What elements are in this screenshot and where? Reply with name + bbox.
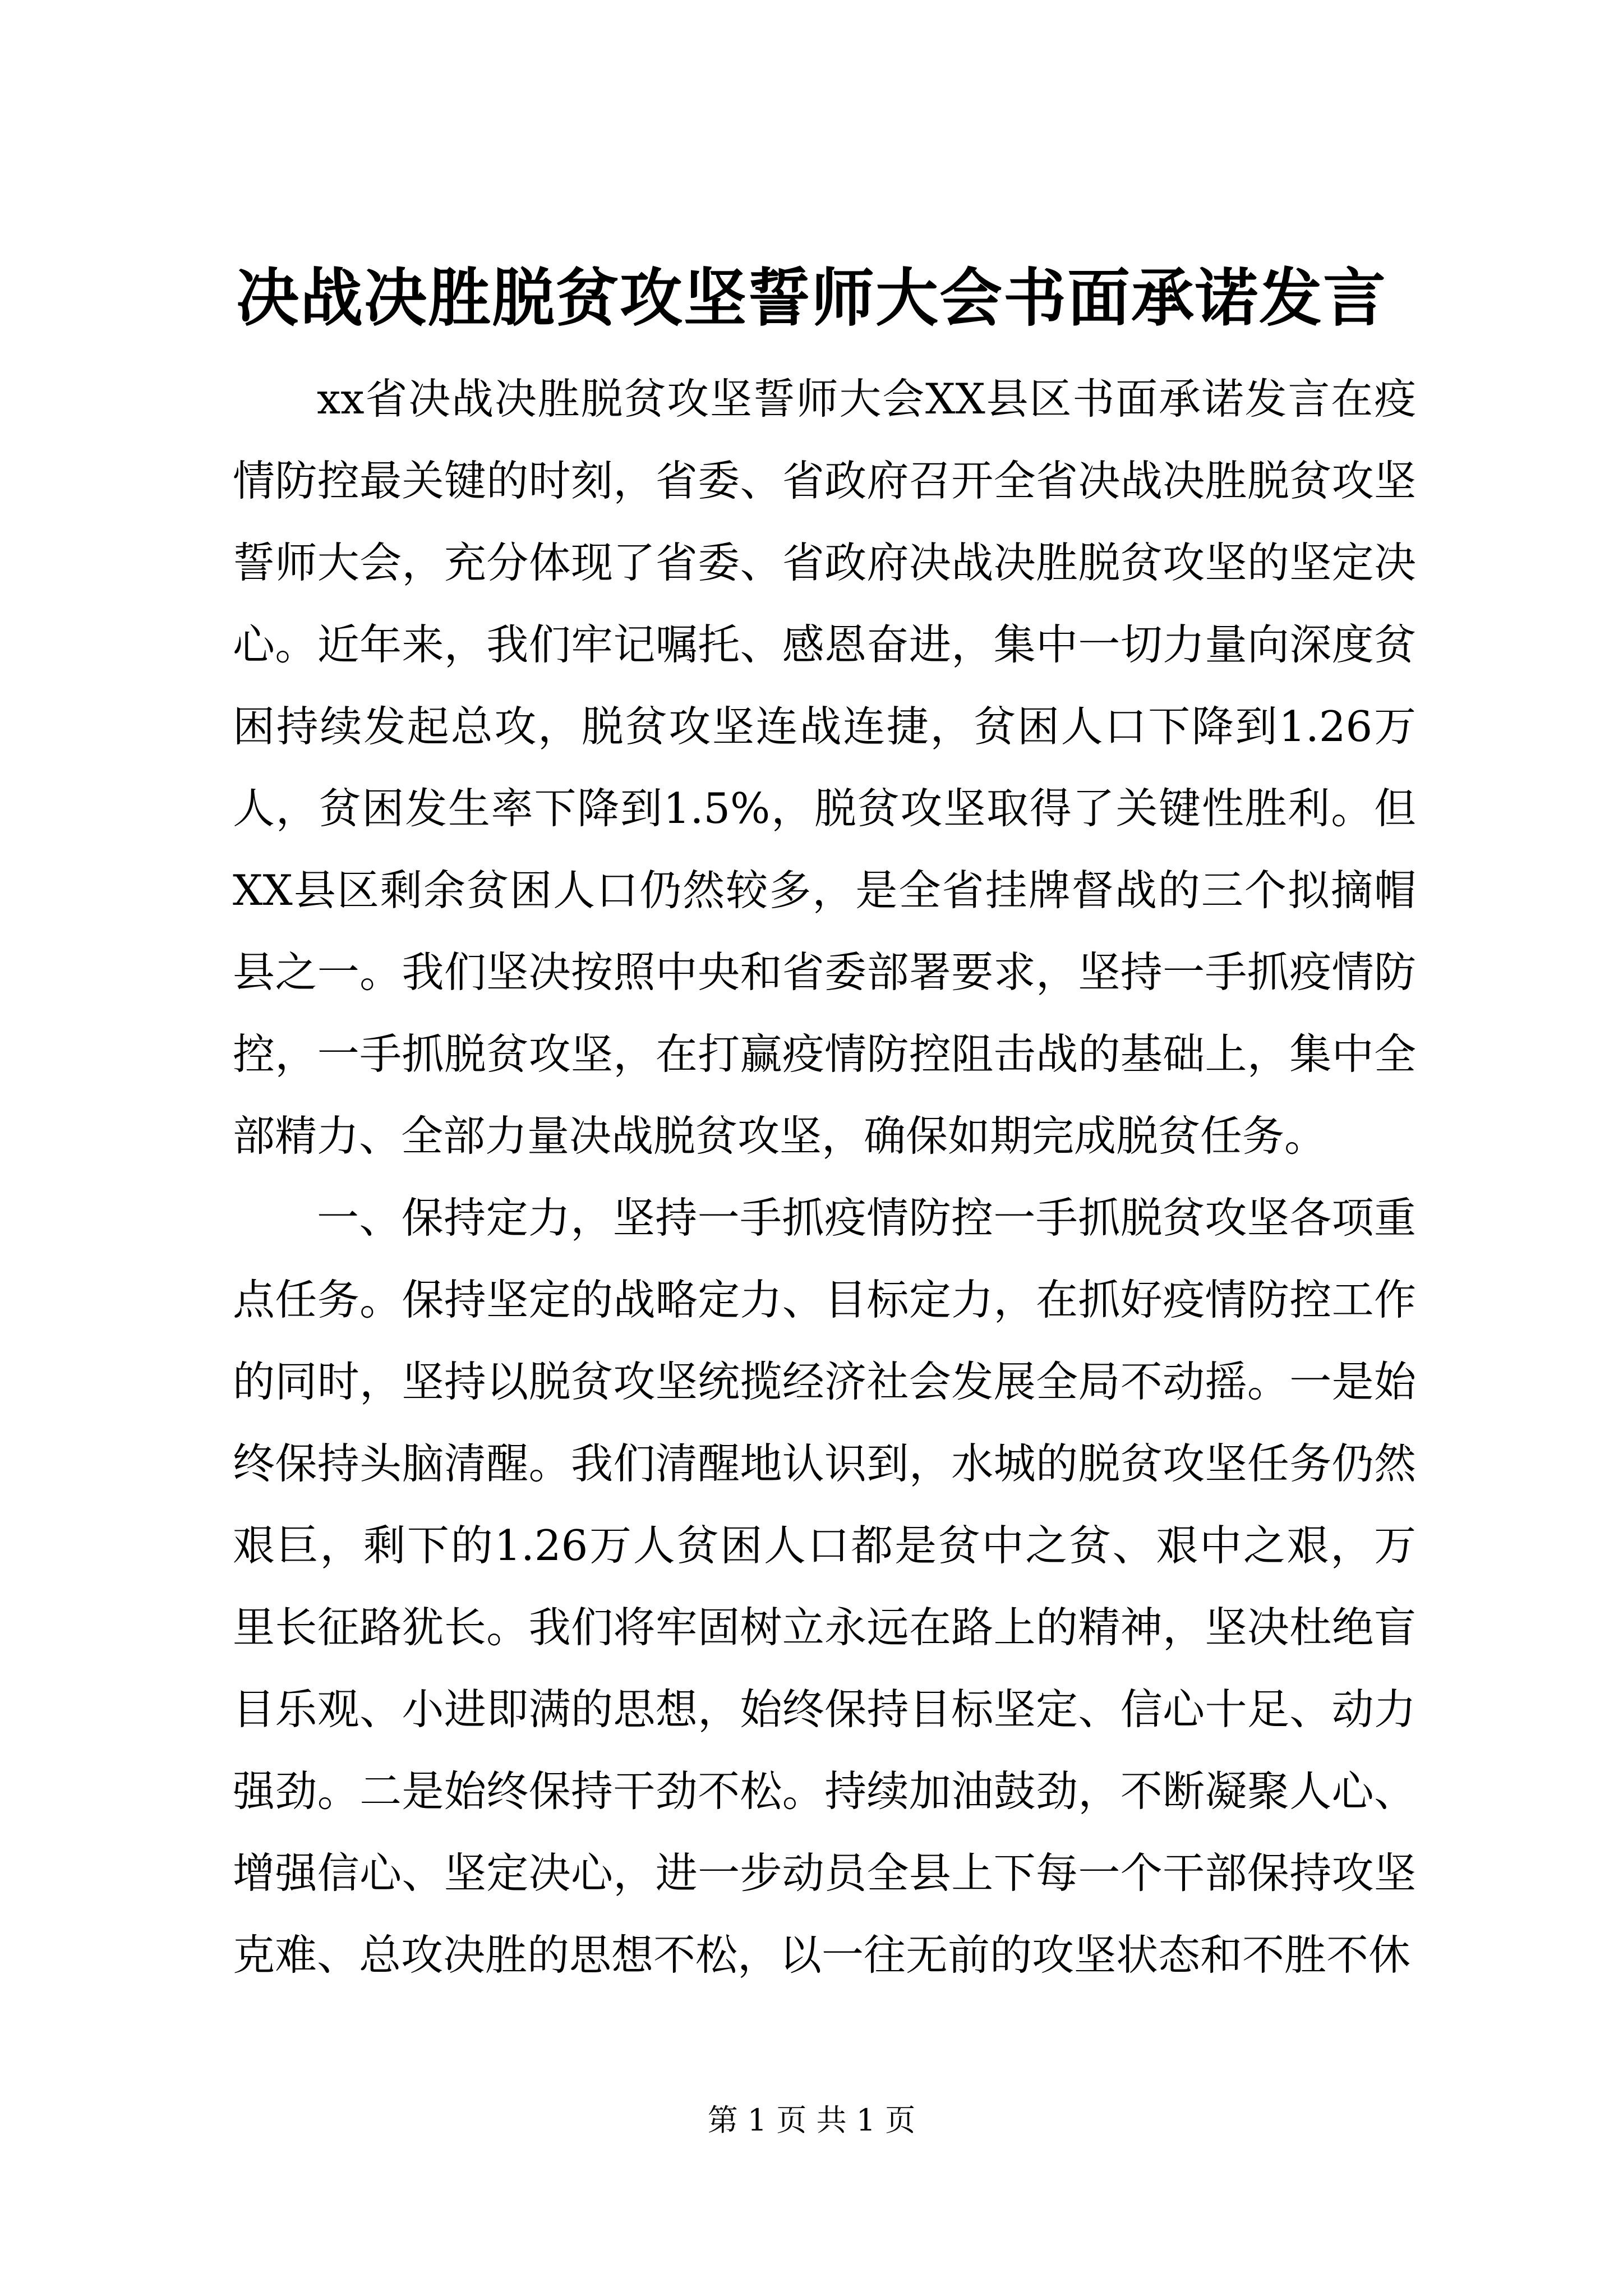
document-body: [233, 358, 1416, 1996]
document-title: 决战决胜脱贫攻坚誓师大会书面承诺发言: [236, 261, 1387, 335]
paragraph-section-one: 一、保持定力，坚持一手抓疫情防控一手抓脱贫攻坚各项重点任务。保持坚定的战略定力、目标定力，在抓好疫情防控工作的同时，坚持以脱贫攻坚统揽经济社会发展全局不动摇。一是始终保持头脑清醒。我们清醒地认识到，水城的脱贫攻坚任务仍然艰巨，剩下的1.26万人贫困人口都是贫中之贫、艰中之艰，万里长征路犹长。我们将牢固树立永远在路上的精神，坚决杜绝盲目乐观、小进即满的思想，始终保持目标坚定、信心十足、动力强劲。二是始终保持干劲不松。持续加油鼓劲，不断凝聚人心、增强信心、坚定决心，进一步动员全县上下每一个干部保持攻坚克难、总攻决胜的思想不松，以一往无前的攻坚状态和不胜不休: [233, 1193, 1416, 1980]
page-footer: 第 1 页 共 1 页: [707, 2102, 916, 2138]
paragraph-intro: xx省决战决胜脱贫攻坚誓师大会XX县区书面承诺发言在疫情防控最关键的时刻，省委、省政府召开全省决战决胜脱贫攻坚誓师大会，充分体现了省委、省政府决战决胜脱贫攻坚的坚定决心。近年来，我们牢记嘱托、感恩奋进，集中一切力量向深度贫困持续发起总攻，脱贫攻坚连战连捷，贫困人口下降到1.26万人，贫困发生率下降到1.5%，脱贫攻坚取得了关键性胜利。但XX县区剩余贫困人口仍然较多，是全省挂牌督战的三个拟摘帽县之一。我们坚决按照中央和省委部署要求，坚持一手抓疫情防控，一手抓脱贫攻坚，在打赢疫情防控阻击战的基础上，集中全部精力、全部力量决战脱贫攻坚，确保如期完成脱贫任务。: [233, 374, 1416, 1161]
